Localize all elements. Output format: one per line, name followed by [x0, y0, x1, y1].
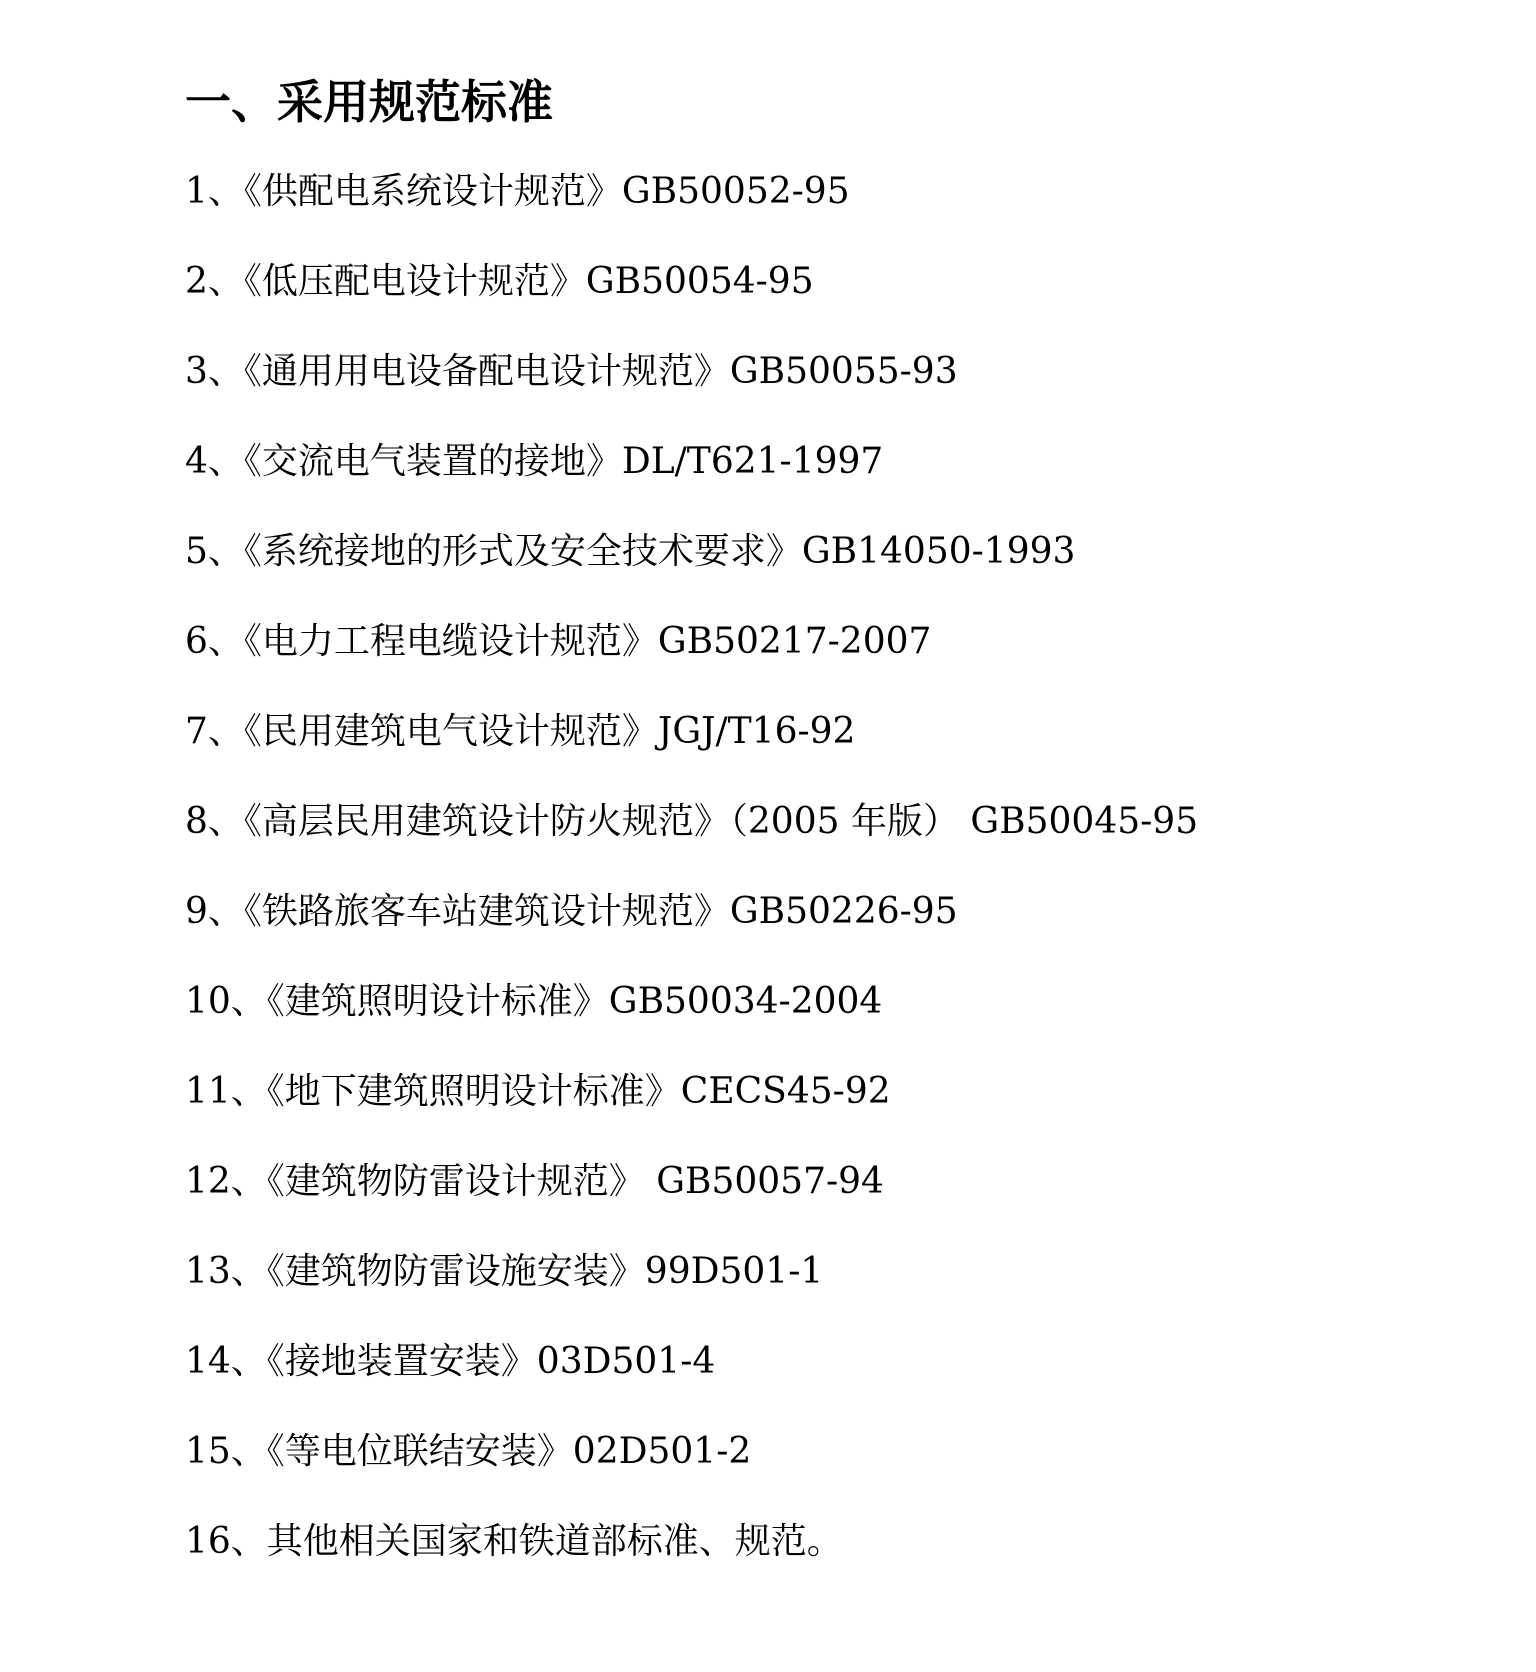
- list-item: 3、《通用用电设备配电设计规范》GB50055-93: [185, 351, 958, 392]
- list-item: 4、《交流电气装置的接地》DL/T621-1997: [185, 441, 884, 482]
- standards-list: [185, 166, 1198, 1606]
- list-item: 5、《系统接地的形式及安全技术要求》GB14050-1993: [185, 531, 1076, 572]
- list-item: 6、《电力工程电缆设计规范》GB50217-2007: [185, 621, 932, 662]
- list-item: 7、《民用建筑电气设计规范》JGJ/T16-92: [185, 711, 856, 752]
- list-item: 15、《等电位联结安装》02D501-2: [185, 1431, 752, 1472]
- list-item: 10、《建筑照明设计标准》GB50034-2004: [185, 981, 883, 1022]
- list-item: 8、《高层民用建筑设计防火规范》（2005 年版） GB50045-95: [185, 801, 1199, 842]
- list-item: 16、其他相关国家和铁道部标准、规范。: [185, 1521, 843, 1562]
- section-heading: 一、采用规范标准: [185, 75, 553, 129]
- list-item: 11、《地下建筑照明设计标准》CECS45-92: [185, 1071, 891, 1112]
- list-item: 1、《供配电系统设计规范》GB50052-95: [185, 171, 850, 212]
- list-item: 2、《低压配电设计规范》GB50054-95: [185, 261, 814, 302]
- list-item: 9、《铁路旅客车站建筑设计规范》GB50226-95: [185, 891, 958, 932]
- list-item: 12、《建筑物防雷设计规范》 GB50057-94: [185, 1161, 884, 1202]
- list-item: 14、《接地装置安装》03D501-4: [185, 1341, 716, 1382]
- list-item: 13、《建筑物防雷设施安装》99D501-1: [185, 1251, 824, 1292]
